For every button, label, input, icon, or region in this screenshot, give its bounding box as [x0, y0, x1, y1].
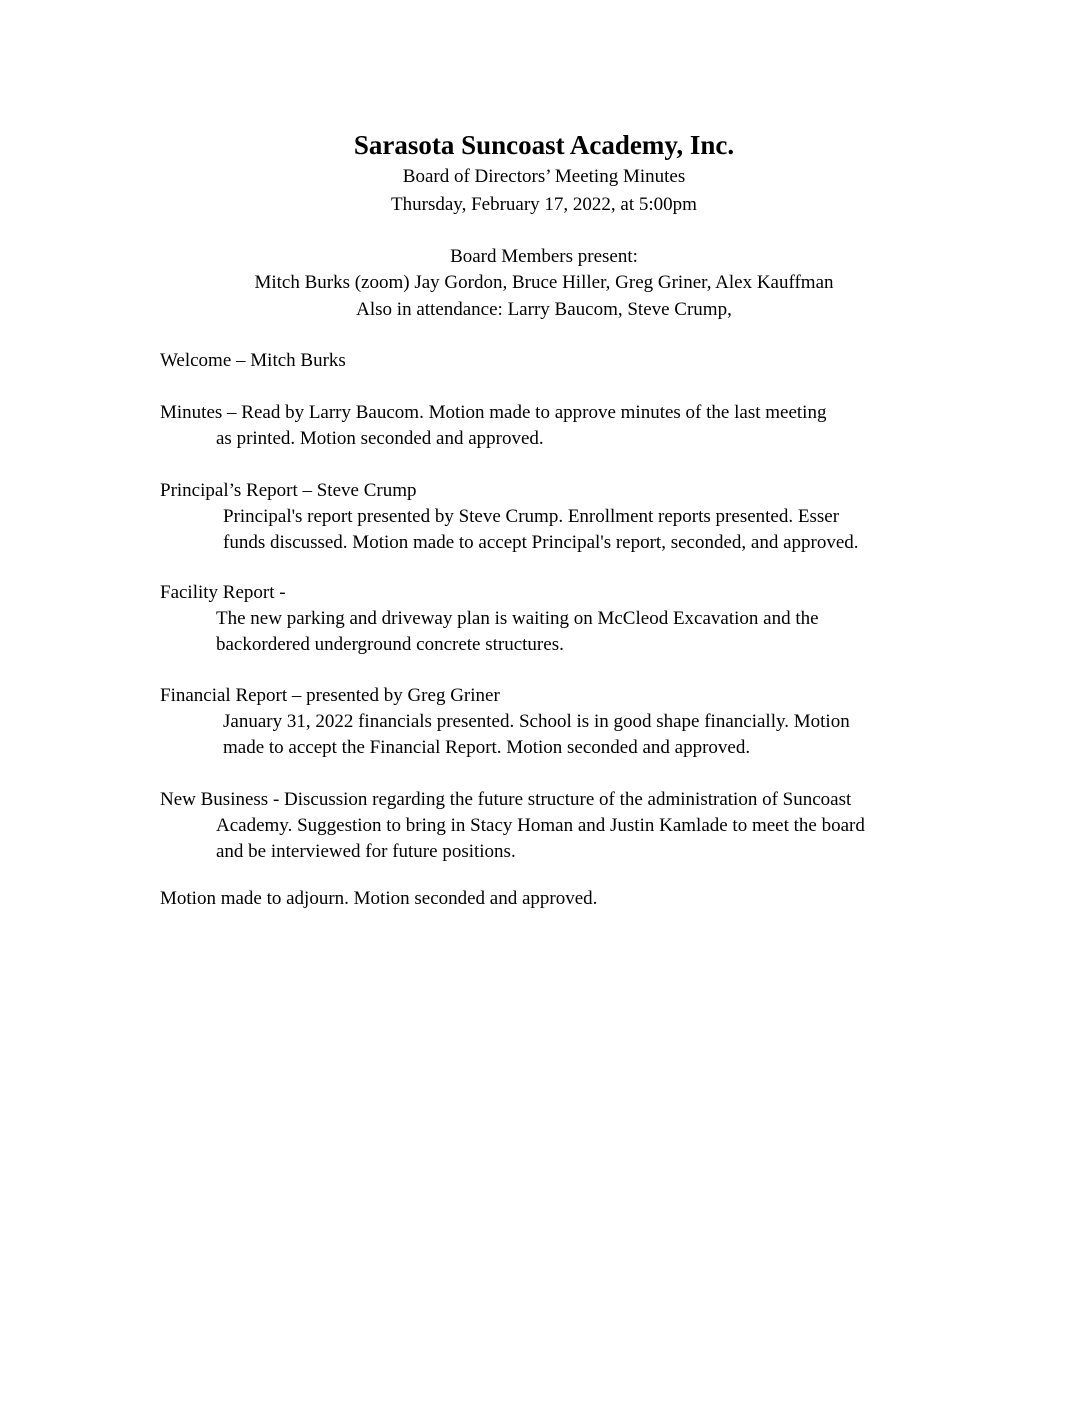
financial-report-line-2: made to accept the Financial Report. Motion seconded and approved.: [223, 737, 751, 758]
principal-report-heading: Principal’s Report – Steve Crump: [160, 480, 417, 501]
facility-report-heading: Facility Report -: [160, 582, 286, 603]
meeting-date: Thursday, February 17, 2022, at 5:00pm: [391, 194, 697, 215]
new-business-section: [160, 787, 980, 865]
welcome-text: Welcome – Mitch Burks: [160, 350, 346, 371]
facility-report-section: [160, 580, 980, 658]
attendance-heading: Board Members present:: [450, 246, 638, 267]
principal-report-line-1: Principal's report presented by Steve Crump. Enrollment reports presented. Esser: [223, 506, 840, 527]
financial-report-section: [160, 683, 980, 761]
facility-report-line-1: The new parking and driveway plan is waiting on McCleod Excavation and the: [216, 608, 819, 629]
minutes-line-2: as printed. Motion seconded and approved.: [216, 428, 544, 449]
also-in-attendance: Also in attendance: Larry Baucom, Steve Crump,: [356, 299, 732, 320]
new-business-line-2: Academy. Suggestion to bring in Stacy Homan and Justin Kamlade to meet the board: [216, 815, 865, 836]
new-business-line-1: New Business - Discussion regarding the future structure of the administration of Suncoast: [160, 789, 852, 810]
board-members-list: Mitch Burks (zoom) Jay Gordon, Bruce Hiller, Greg Griner, Alex Kauffman: [254, 272, 834, 293]
new-business-line-3: and be interviewed for future positions.: [216, 841, 516, 862]
document-subtitle: Board of Directors’ Meeting Minutes: [402, 166, 686, 187]
minutes-section: [160, 400, 980, 452]
adjourn-line: [160, 886, 980, 912]
principal-report-line-2: funds discussed. Motion made to accept Principal's report, seconded, and approved.: [223, 532, 859, 553]
financial-report-line-1: January 31, 2022 financials presented. School is in good shape financially. Motion: [223, 711, 850, 732]
principal-report-section: [160, 478, 980, 556]
welcome-line: [160, 348, 980, 374]
financial-report-heading: Financial Report – presented by Greg Griner: [160, 685, 500, 706]
facility-report-line-2: backordered underground concrete structures.: [216, 634, 564, 655]
minutes-line-1: Minutes – Read by Larry Baucom. Motion made to approve minutes of the last meeting: [160, 402, 827, 423]
document-title: Sarasota Suncoast Academy, Inc.: [353, 130, 735, 160]
adjourn-text: Motion made to adjourn. Motion seconded and approved.: [160, 888, 598, 909]
